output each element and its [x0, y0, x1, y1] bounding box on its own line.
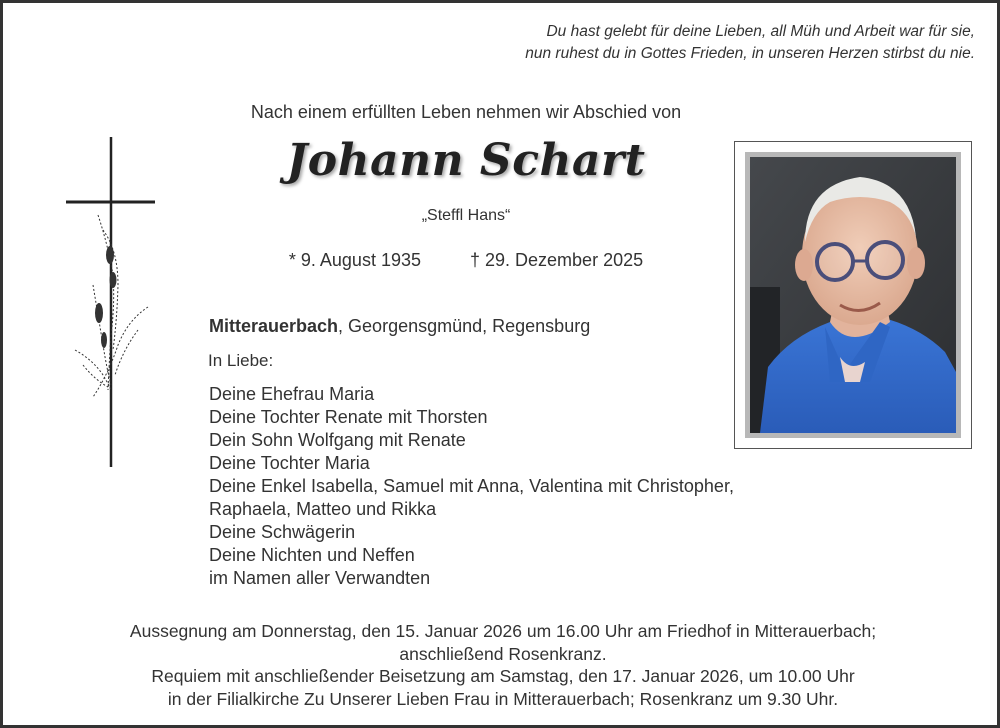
ceremony-line-3: Requiem mit anschließender Beisetzung am Samstag, den 17. Januar 2026, um 10.00 Uhr — [151, 666, 855, 686]
portrait-frame — [734, 141, 972, 449]
mourner-item: Deine Schwägerin — [209, 522, 356, 542]
in-love-label: In Liebe: — [208, 351, 274, 370]
death-date: † 29. Dezember 2025 — [470, 250, 644, 270]
ceremony-line-1: Aussegnung am Donnerstag, den 15. Januar 2026 um 16.00 Uhr am Friedhof in Mitterauerbach; — [129, 621, 877, 641]
mourner-item: Dein Sohn Wolfgang mit Renate — [209, 430, 466, 450]
mourner-item: Deine Tochter Maria — [209, 453, 370, 473]
deceased-name: Johann Schart — [286, 135, 646, 186]
birth-date: * 9. August 1935 — [288, 250, 421, 270]
motto-line-1: Du hast gelebt für deine Lieben, all Müh und Arbeit war für sie, — [546, 23, 975, 40]
ceremony-details — [3, 620, 1000, 710]
places-line — [209, 316, 590, 337]
mourner-item: Raphaela, Matteo und Rikka — [209, 499, 437, 519]
motto-verse — [525, 21, 975, 65]
mourner-item: Deine Ehefrau Maria — [209, 384, 375, 404]
deceased-nickname: „Steffl Hans“ — [421, 207, 511, 224]
portrait-photo — [745, 152, 961, 438]
ceremony-line-4: in der Filialkirche Zu Unserer Lieben Frau in Mitterauerbach; Rosenkranz um 9.30 Uhr. — [167, 688, 839, 709]
motto-line-2: nun ruhest du in Gottes Frieden, in unseren Herzen stirbst du nie. — [525, 45, 975, 62]
place-rest: , Georgensgmünd, Regensburg — [338, 316, 591, 336]
mourner-item: Deine Tochter Renate mit Thorsten — [209, 407, 488, 427]
ceremony-line-2: anschließend Rosenkranz. — [399, 643, 607, 664]
mourner-item: im Namen aller Verwandten — [209, 568, 431, 588]
mourners-list — [209, 383, 734, 590]
cross-with-wheat-icon — [63, 135, 163, 471]
mourner-item: Deine Nichten und Neffen — [209, 545, 415, 565]
place-primary: Mitterauerbach — [209, 316, 339, 336]
mourner-item: Deine Enkel Isabella, Samuel mit Anna, Valentina mit Christopher, — [209, 476, 734, 496]
intro-text: Nach einem erfüllten Leben nehmen wir Abschied von — [250, 102, 682, 122]
